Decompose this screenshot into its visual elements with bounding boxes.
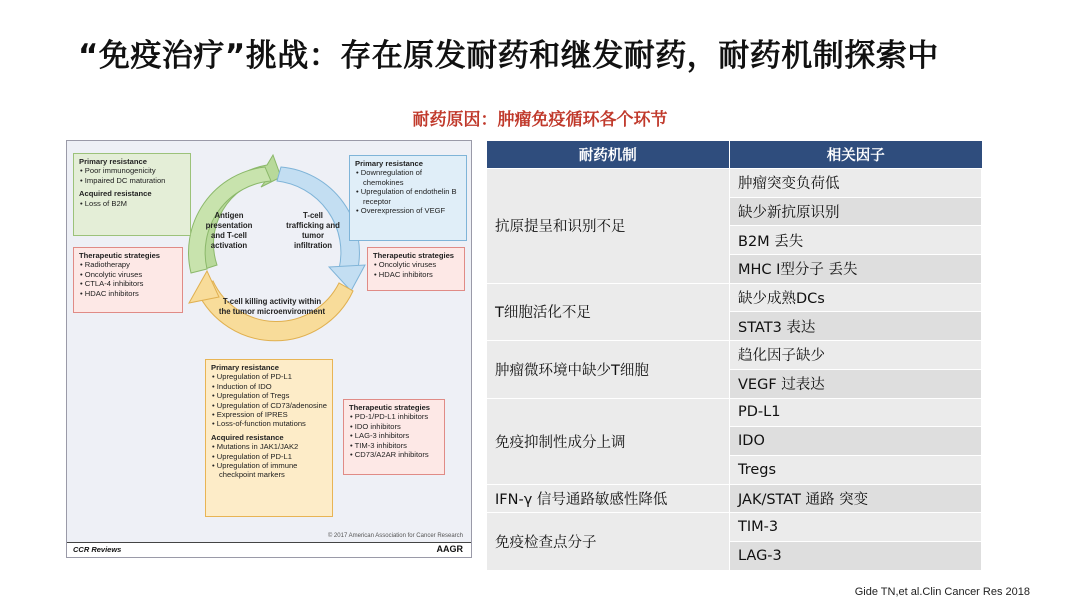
factor-cell: MHC I型分子 丢失 <box>730 255 982 284</box>
bottom-strategies-box <box>343 399 445 475</box>
citation: Gide TN,et al.Clin Cancer Res 2018 <box>854 586 1030 598</box>
figure-footer <box>67 542 471 557</box>
factor-cell: VEGF 过表达 <box>730 369 982 398</box>
cycle-label-trafficking: T-cell trafficking and tumor infiltration <box>286 211 340 250</box>
list-item: • CD73/A2AR inhibitors <box>357 450 439 459</box>
list-item: • Upregulation of CD73/adenosine <box>219 401 327 410</box>
top-right-resistance-box <box>349 155 467 241</box>
list-item: • Upregulation of Tregs <box>219 391 327 400</box>
list-item: • HDAC inhibitors <box>87 289 177 298</box>
heading: Primary resistance <box>79 157 147 166</box>
figure-copyright: © 2017 American Association for Cancer Research <box>327 533 463 539</box>
top-left-resistance-box <box>73 153 191 236</box>
list-item: • Loss of B2M <box>87 199 185 208</box>
list-item: • Upregulation of endothelin B receptor <box>363 187 461 206</box>
header-mechanism: 耐药机制 <box>487 141 730 169</box>
table-row <box>487 513 982 542</box>
table-row <box>487 283 982 312</box>
list-item: • Upregulation of PD-L1 <box>219 452 327 461</box>
bottom-resistance-box <box>205 359 333 517</box>
orange-arrowhead <box>189 271 219 303</box>
mechanism-cell: 免疫抑制性成分上调 <box>487 398 730 484</box>
list-item: • Oncolytic viruses <box>381 260 459 269</box>
list-item: • Downregulation of chemokines <box>363 168 461 187</box>
cycle-label-antigen: Antigen presentation and T-cell activation <box>205 211 253 250</box>
factor-cell: B2M 丢失 <box>730 226 982 255</box>
factor-cell: 趋化因子缺少 <box>730 341 982 370</box>
table-row <box>487 398 982 427</box>
slide-subtitle: 耐药原因：肿瘤免疫循环各个环节 <box>412 110 668 130</box>
mechanism-cell: IFN-γ 信号通路敏感性降低 <box>487 484 730 513</box>
factor-cell: TIM-3 <box>730 513 982 542</box>
slide-title: “免疫治疗”挑战：存在原发耐药和继发耐药，耐药机制探索中 <box>78 38 939 74</box>
list-item: • Impaired DC maturation <box>87 176 185 185</box>
list-item: • TIM-3 inhibitors <box>357 441 439 450</box>
heading: Therapeutic strategies <box>349 403 431 412</box>
mechanism-cell: 抗原提呈和识别不足 <box>487 169 730 284</box>
factor-cell: 缺少成熟DCs <box>730 283 982 312</box>
list-item: • Induction of IDO <box>219 382 327 391</box>
factor-cell: 肿瘤突变负荷低 <box>730 169 982 198</box>
factor-cell: STAT3 表达 <box>730 312 982 341</box>
list-item: • IDO inhibitors <box>357 422 439 431</box>
resistance-figure <box>66 140 472 558</box>
list-item: • HDAC inhibitors <box>381 270 459 279</box>
table-row <box>487 169 982 198</box>
heading: Primary resistance <box>211 363 279 372</box>
list-item: • Overexpression of VEGF <box>363 206 461 215</box>
aacr-logo: AAGR <box>436 544 463 554</box>
heading: Therapeutic strategies <box>373 251 455 260</box>
table-header-row <box>487 141 982 169</box>
heading: Acquired resistance <box>211 432 284 442</box>
factor-cell: IDO <box>730 427 982 456</box>
factor-cell: JAK/STAT 通路 突变 <box>730 484 982 513</box>
factor-cell: Tregs <box>730 455 982 484</box>
heading: Primary resistance <box>355 159 423 168</box>
list-item: • Upregulation of immune checkpoint markers <box>219 461 327 480</box>
cycle-label-killing: T-cell killing activity within the tumor microenvironment <box>218 297 326 316</box>
list-item: • LAG-3 inhibitors <box>357 431 439 440</box>
list-item: • Radiotherapy <box>87 260 177 269</box>
list-item: • PD-1/PD-L1 inhibitors <box>357 412 439 421</box>
top-left-strategies-box <box>73 247 183 313</box>
factor-cell: LAG-3 <box>730 541 982 570</box>
mechanism-cell: 肿瘤微环境中缺少T细胞 <box>487 341 730 398</box>
list-item: • Expression of IPRES <box>219 410 327 419</box>
journal-label: CCR Reviews <box>73 545 122 554</box>
mechanism-cell: 免疫检查点分子 <box>487 513 730 570</box>
resistance-table <box>486 141 982 571</box>
list-item: • Mutations in JAK1/JAK2 <box>219 442 327 451</box>
list-item: • Upregulation of PD-L1 <box>219 372 327 381</box>
list-item: • Oncolytic viruses <box>87 270 177 279</box>
header-factors: 相关因子 <box>730 141 982 169</box>
top-right-strategies-box <box>367 247 465 291</box>
list-item: • Poor immunogenicity <box>87 166 185 175</box>
table-row <box>487 484 982 513</box>
heading: Therapeutic strategies <box>79 251 161 260</box>
factor-cell: 缺少新抗原识别 <box>730 197 982 226</box>
list-item: • Loss-of-function mutations <box>219 419 327 428</box>
factor-cell: PD-L1 <box>730 398 982 427</box>
table-row <box>487 341 982 370</box>
mechanism-cell: T细胞活化不足 <box>487 283 730 340</box>
list-item: • CTLA-4 inhibitors <box>87 279 177 288</box>
heading: Acquired resistance <box>79 189 152 199</box>
